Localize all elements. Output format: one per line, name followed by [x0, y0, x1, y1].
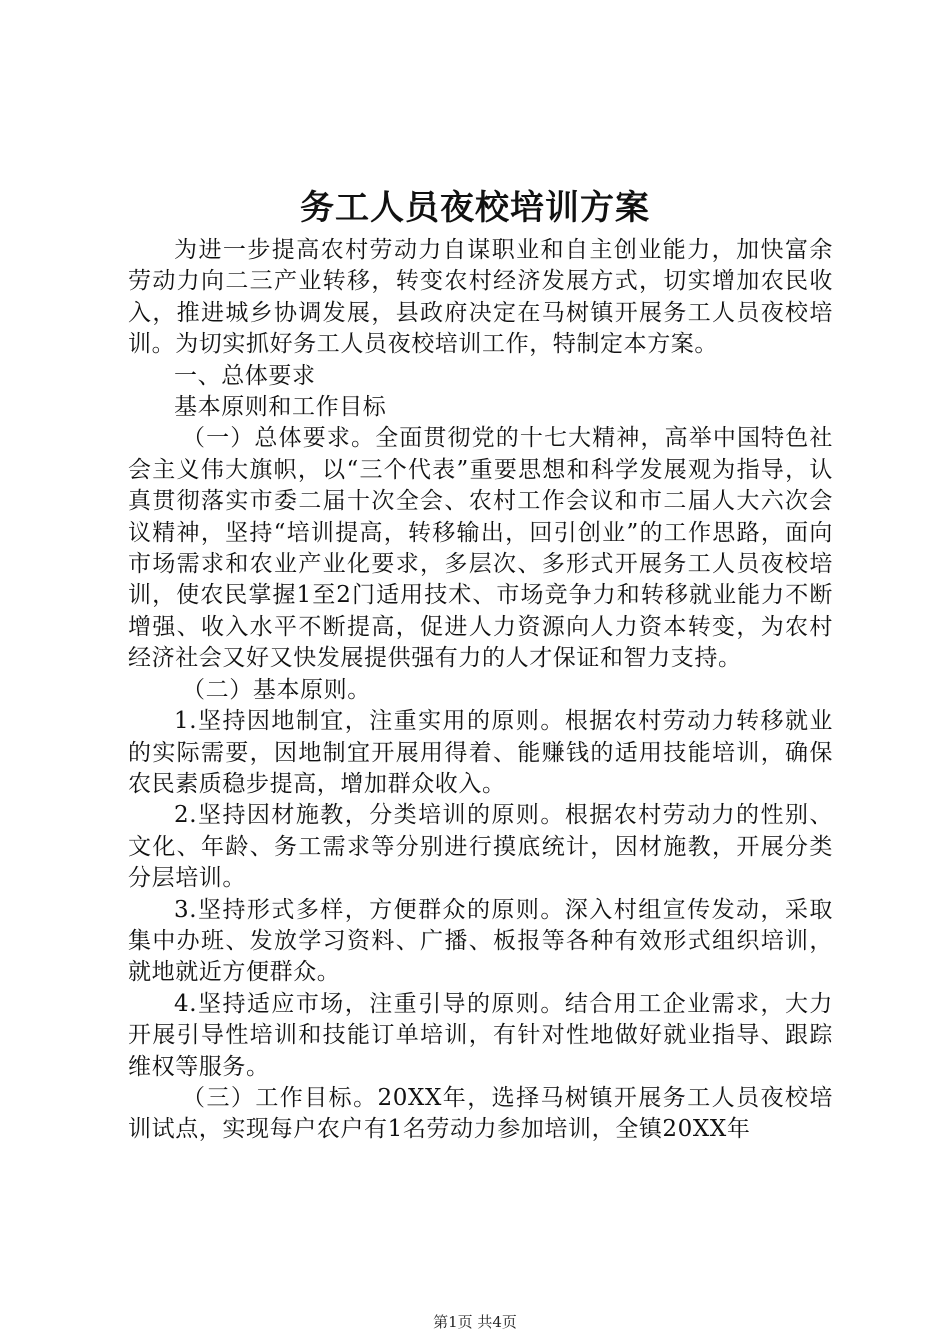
document-body: [128, 235, 833, 1146]
principle-3-paragraph: 3.坚持形式多样，方便群众的原则。深入村组宣传发动，采取集中办班、发放学习资料、广播、板报等各种有效形式组织培训，就地就近方便群众。: [128, 896, 833, 986]
page-number: 第1页 共4页: [433, 1313, 517, 1331]
document-title: 务工人员夜校培训方案: [300, 188, 650, 228]
principle-4-paragraph: 4.坚持适应市场，注重引导的原则。结合用工企业需求，大力开展引导性培训和技能订单培训，有针对性地做好就业指导、跟踪维权等服务。: [128, 990, 833, 1080]
work-goals-paragraph: （三）工作目标。20XX年，选择马树镇开展务工人员夜校培训试点，实现每户农户有1名劳动力参加培训，全镇20XX年: [128, 1084, 833, 1143]
principle-1-paragraph: 1.坚持因地制宜，注重实用的原则。根据农村劳动力转移就业的实际需要，因地制宜开展用得着、能赚钱的适用技能培训，确保农民素质稳步提高，增加群众收入。: [128, 708, 833, 797]
principle-2-paragraph: 2.坚持因材施教，分类培训的原则。根据农村劳动力的性别、文化、年龄、务工需求等分别进行摸底统计，因材施教，开展分类分层培训。: [128, 802, 833, 892]
basic-principles-heading: （二）基本原则。: [182, 676, 371, 703]
general-requirements-paragraph: （一）总体要求。全面贯彻党的十七大精神，高举中国特色社会主义伟大旗帜，以“三个代表”重要思想和科学发展观为指导，认真贯彻落实市委二届十次全会、农村工作会议和市二届人大六次会议精神，坚持“培训提高，转移输出，回引创业”的工作思路，面向市场需求和农业产业化要求，多层次、多形式开展务工人员夜校培训，使农民掌握1至2门适用技术、市场竞争力和转移就业能力不断增强、收入水平不断提高，促进人力资源向人力资本转变，为农村经济社会又好又快发展提供强有力的人才保证和智力支持。: [128, 425, 833, 672]
section-heading: 一、总体要求: [174, 362, 316, 389]
intro-paragraph: 为进一步提高农村劳动力自谋职业和自主创业能力，加快富余劳动力向二三产业转移，转变农村经济发展方式，切实增加农民收入，推进城乡协调发展，县政府决定在马树镇开展务工人员夜校培训。为切实抓好务工人员夜校培训工作，特制定本方案。: [128, 237, 833, 358]
section-subheading: 基本原则和工作目标: [174, 394, 387, 421]
